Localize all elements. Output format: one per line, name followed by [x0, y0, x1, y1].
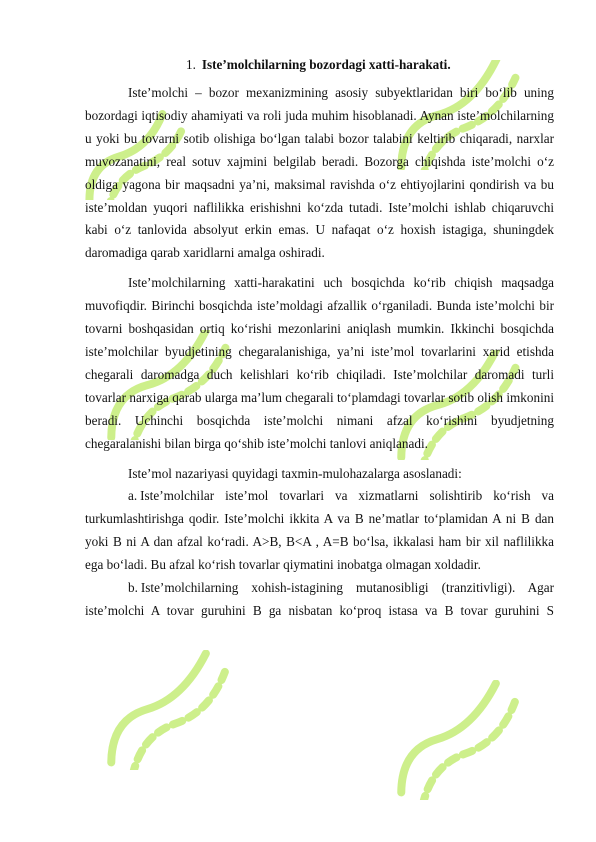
watermark-mark [370, 680, 530, 800]
paragraph: Iste’molchi – bozor mexanizmining asosiy subyektlaridan biri bo‘lib uning bozordagi iqtisodiy ahamiyati va roli juda muhim hisoblanadi. Aynan iste’molchilarning u yoki bu tovarni sotib olishiga bo‘lgan talabi bozor talabini keltirib chiqaradi, narxlar muvozanatini, real sotuv xajmini belgilab beradi. Bozorga chiqishda iste’molchi o‘z oldiga yagona bir maqsadni ya’ni, maksimal ravishda o‘z ehtiyojlarini qondirish va bu iste’moldan yuqori naflilikka erishishni ko‘zda tutadi. Iste’molchi ishlab chiqaruvchi kabi o‘z tanlovida absolyut erkin emas. U nafaqat o‘z hoxish istagiga, shuningdek daromadiga qarab xaridlarni amalga oshiradi. [85, 85, 554, 261]
watermark-mark [80, 650, 240, 770]
section-title: Iste’molchilarning bozordagi xatti-harakati. [201, 57, 451, 72]
list-item-text: Iste’molchilarning xohish-istagining mutanosibligi (tranzitivligi). Agar iste’molchi A tovar guruhini B ga nisbatan ko‘proq istasa va B tovar guruhini S [85, 580, 554, 618]
list-item-label: a. [128, 488, 138, 504]
list-item [85, 577, 554, 623]
list-item-text: Iste’molchilar iste’mol tovarlari va xizmatlarni solishtirib ko‘rish va turkumlashtirishga qodir. Iste’molchi ikkita A va B ne’matlar to‘plamidan A ni B dan yoki B ni A dan afzal ko‘radi. A>B, B<A , A=B bo‘lsa, ikkalasi ham bir xil naflilikka ega bo‘ladi. Bu afzal ko‘rish tovarlar qiymatini inobatga olmagan xoldadir. [85, 488, 554, 573]
section-heading [85, 56, 554, 74]
paragraph: Iste’mol nazariyasi quyidagi taxmin-mulohazalarga asoslanadi: [128, 465, 462, 481]
paragraph: Iste’molchilarning xatti-harakatini uch bosqichda ko‘rib chiqish maqsadga muvofiqdir. Birinchi bosqichda iste’moldagi afzallik o‘rganiladi. Bunda iste’molchi bir tovarni boshqasidan ortiq ko‘rishi mezonlarini aniqlash mumkin. Ikkinchi bosqichda iste’molchilar byudjetining chegaralanishiga, ya’ni iste’mol tovarlarini xarid etishda chegarali daromadga duch kelishlari ko‘rib chiqiladi. Iste’molchilar daromadi turli tovarlar narxiga qarab ularga ma’lum chegarali to‘plamdagi tovarlar sotib olish imkonini beradi. Uchinchi bosqichda iste’molchi nimani afzal ko‘rishini byudjetning chegaralanishi bilan birga qo‘shib iste’molchi tanlovi aniqlanadi. [85, 275, 554, 451]
watermark-logo [80, 650, 240, 775]
watermark-logo [370, 680, 530, 805]
list-item-label: b. [128, 580, 138, 596]
list-item [85, 485, 554, 577]
document-body [85, 56, 554, 630]
section-number: 1. [186, 57, 196, 72]
